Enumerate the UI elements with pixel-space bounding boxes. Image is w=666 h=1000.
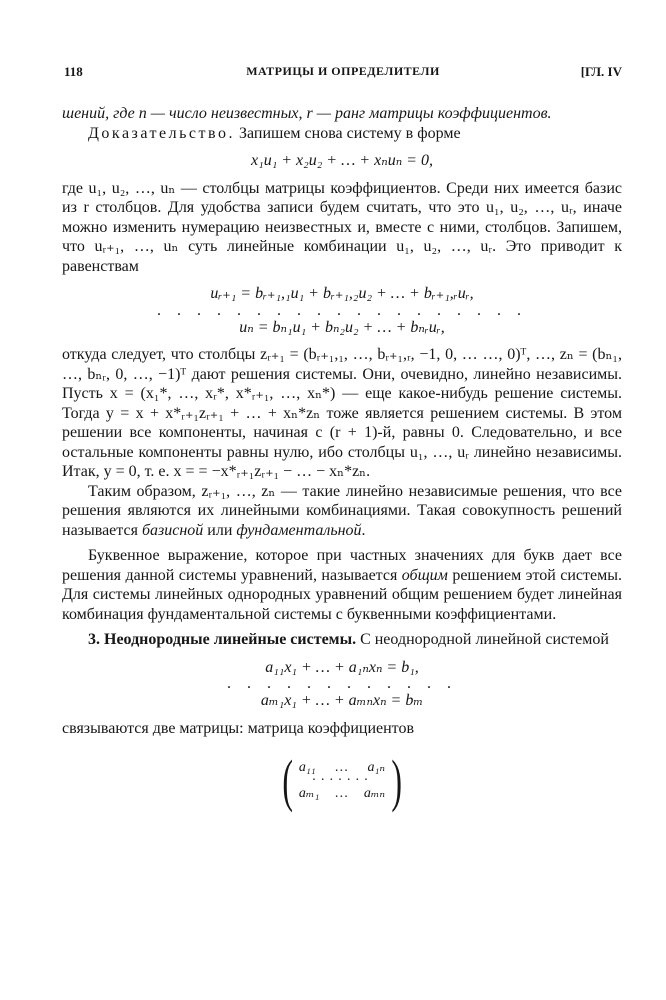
equation-3b: aₘ₁x₁ + … + aₘₙxₙ = bₘ [260,692,424,709]
proof-intro: Доказательство. Запишем снова систему в форме [88,124,461,142]
paragraph-solutions: откуда следует, что столбцы zᵣ₊₁ = (bᵣ₊₁,₁, …, bᵣ₊₁,ᵣ, −1, 0, … …, 0)ᵀ, …, zₙ = (bₙ₁, …, bₙᵣ, 0, …, −1)ᵀ дают решения системы. Они, очевидно, линейно независимы. Пусть x = (x₁*, …, xᵣ*, x*ᵣ₊₁, …, xₙ*) — еще какое-нибудь решение системы. Тогда y = x + x*ᵣ₊₁zᵣ₊₁ + … + xₙ*zₙ тоже является решением системы. В этом решении все компоненты, начиная с (r + 1)-й, равны 0. Следовательно, и все остальные компоненты равны нулю, ибо столбцы u₁, …, uᵣ линейно независимы. Итак, y = 0, т. е. x = = −x*ᵣ₊₁zᵣ₊₁ − … − xₙ*zₙ. [62,346,622,480]
matrix-a11: a₁₁ [298,760,316,775]
right-paren: ) [391,748,403,813]
left-paren: ( [281,748,293,813]
equation-1: x₁u₁ + x₂u₂ + … + xₙuₙ = 0, [251,152,433,169]
equation-2a: uᵣ₊₁ = bᵣ₊₁,₁u₁ + bᵣ₊₁,₂u₂ + … + bᵣ₊₁,ᵣuᵣ, [210,285,474,302]
paragraph-matrices: связываются две матрицы: матрица коэффициентов [62,719,414,737]
matrix-a1n: a₁ₙ [367,760,386,775]
chapter-title: МАТРИЦЫ И ОПРЕДЕЛИТЕЛИ [246,64,440,78]
section-3-heading: 3. Неоднородные линейные системы. С неоднородной линейной системой [88,631,609,648]
matrix-amn: aₘₙ [363,786,386,801]
page-content [62,104,622,813]
running-header [64,64,622,84]
equation-3a: a₁₁x₁ + … + a₁ₙxₙ = b₁, [265,658,419,676]
matrix-am1: aₘ₁ [298,786,320,801]
continued-paragraph: шений, где n — число неизвестных, r — ранг матрицы коэффициентов. [62,105,552,122]
chapter-number: [ГЛ. IV [580,64,622,79]
paragraph-general-solution: Буквенное выражение, которое при частных значениях для букв дает все решения данной системы уравнений, называется общим решением этой системы. Для системы линейных однородных уравнений общим решением будет линейная комбинация фундаментальной системы с буквенными коэффициентами. [62,547,622,623]
equation-2b: uₙ = bₙ₁u₁ + bₙ₂u₂ + … + bₙᵣuᵣ, [239,318,445,336]
coefficient-matrix: ( a₁₁ … a₁ₙ ······· aₘ₁ … aₘₙ ) [281,748,403,813]
proof-label: Доказательство. [88,124,235,142]
page-number: 118 [64,64,83,79]
paragraph-basis: Таким образом, zᵣ₊₁, …, zₙ — такие линейно независимые решения, что все решения являются их линейными комбинациями. Такая совокупность решений называется базисной или фундаментальной. [62,482,622,539]
section-3-title: 3. Неоднородные линейные системы. [88,631,357,648]
matrix-dots: ······· [311,773,373,788]
equation-2-dots: . . . . . . . . . . . . . . . . . . . [157,301,527,319]
paragraph-columns: где u₁, u₂, …, uₙ — столбцы матрицы коэффициентов. Среди них имеется базис из r столбцов. Для удобства записи будем считать, что это u₁, u₂, …, uᵣ, иначе можно изменить нумерацию неизвестных и, вместе с ними, столбцов. Запишем, что uᵣ₊₁, …, uₙ суть линейные комбинации u₁, u₂, …, uᵣ. Это приводит к равенствам [62,179,622,275]
equation-3-dots: . . . . . . . . . . . . [227,675,457,692]
